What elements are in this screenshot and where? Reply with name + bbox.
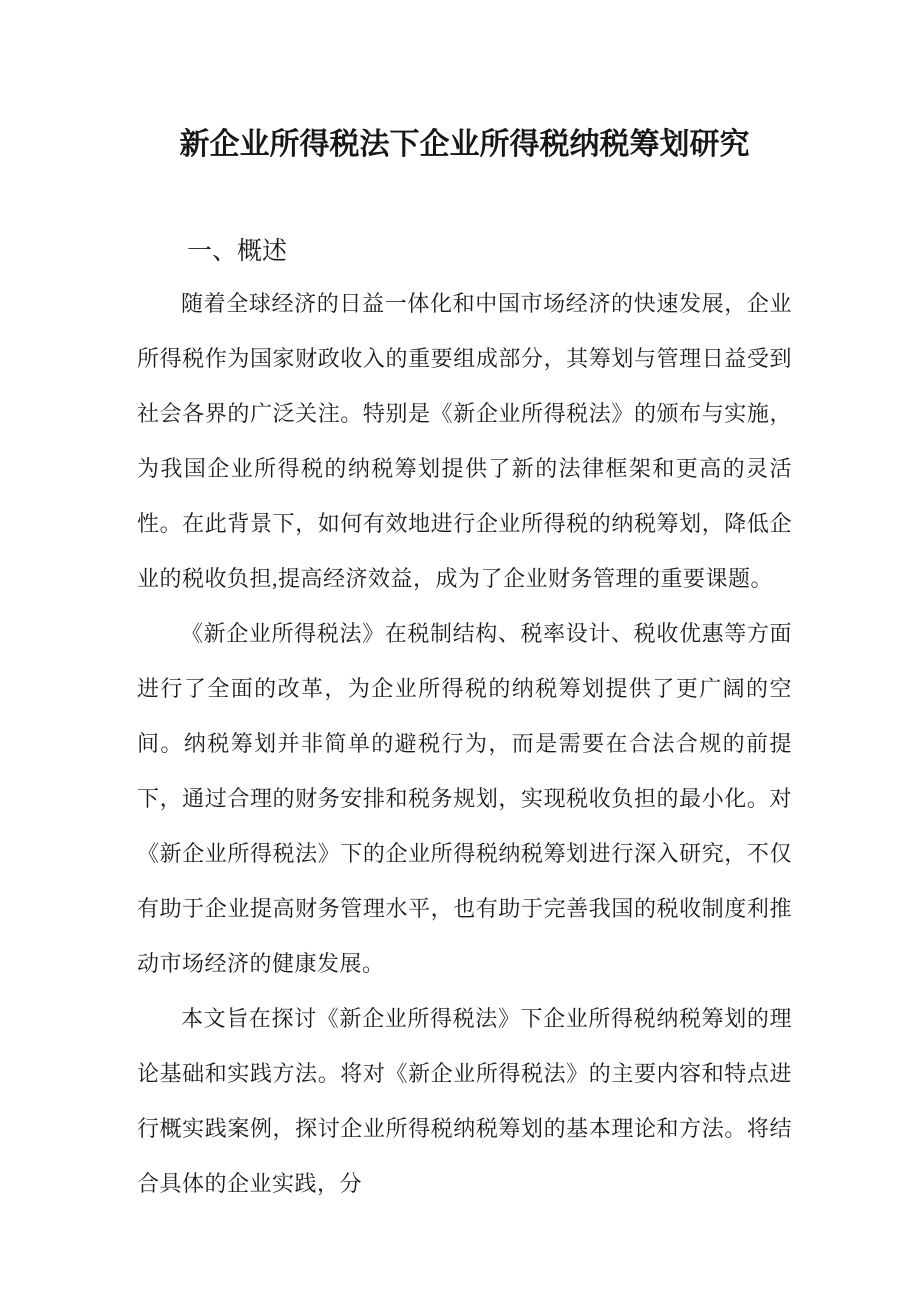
- paragraph: 随着全球经济的日益一体化和中国市场经济的快速发展，企业所得税作为国家财政收入的重要组成部分，其筹划与管理日益受到社会各界的广泛关注。特别是《新企业所得税法》的颁布与实施，为我国企业所得税的纳税筹划提供了新的法律框架和更高的灵活性。在此背景下，如何有效地进行企业所得税的纳税筹划，降低企业的税收负担,提高经济效益，成为了企业财务管理的重要课题。: [137, 291, 792, 591]
- document-title: 新企业所得税法下企业所得税纳税筹划研究: [179, 128, 750, 161]
- paragraph: 《新企业所得税法》在税制结构、税率设计、税收优惠等方面进行了全面的改革，为企业所得税的纳税筹划提供了更广阔的空间。纳税筹划并非简单的避税行为，而是需要在合法合规的前提下，通过合理的财务安排和税务规划，实现税收负担的最小化。对《新企业所得税法》下的企业所得税纳税筹划进行深入研究，不仅有助于企业提高财务管理水平，也有助于完善我国的税收制度利推动市场经济的健康发展。: [137, 621, 792, 976]
- document-body: [137, 276, 792, 1211]
- paragraph: 本文旨在探讨《新企业所得税法》下企业所得税纳税筹划的理论基础和实践方法。将对《新企业所得税法》的主要内容和特点进行概实践案例，探讨企业所得税纳税筹划的基本理论和方法。将结合具体的企业实践，分: [137, 1006, 792, 1196]
- section-heading: 一、概述: [187, 238, 288, 265]
